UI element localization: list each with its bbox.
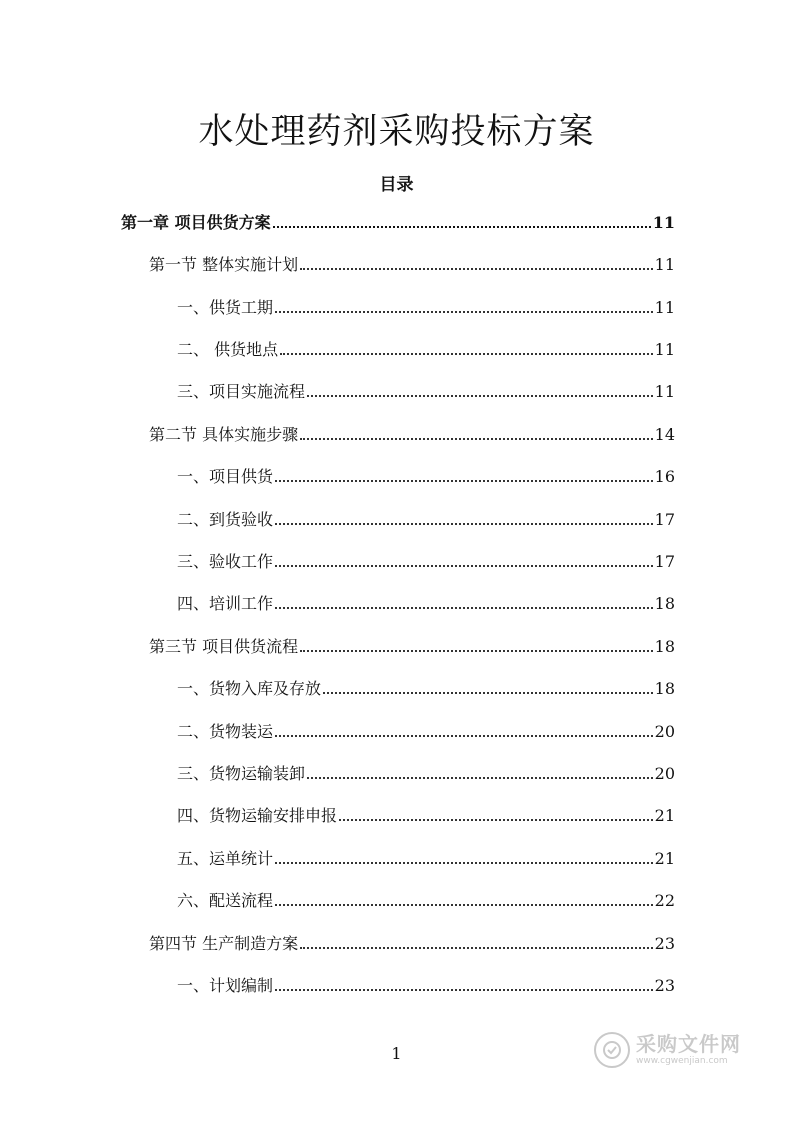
toc-entry-page: 20 [654, 764, 675, 783]
toc-entry-page: 21 [654, 806, 675, 825]
toc-entry-subsection[interactable] [177, 338, 675, 362]
toc-heading: 目录 [379, 175, 414, 195]
toc-entry-page: 22 [654, 891, 675, 910]
toc-entry-page: 11 [654, 340, 675, 359]
toc-entry-subsection[interactable] [177, 677, 675, 701]
toc-leader-dots [307, 777, 653, 779]
toc-entry-label: 第四节 生产制造方案 [149, 934, 299, 953]
toc-entry-subsection[interactable] [177, 465, 675, 489]
toc-entry-page: 23 [654, 934, 675, 953]
toc-entry-subsection[interactable] [177, 762, 675, 786]
toc-entry-label: 一、项目供货 [177, 467, 274, 486]
toc-entry-page: 21 [654, 849, 675, 868]
toc-entry-subsection[interactable] [177, 592, 675, 616]
toc-leader-dots [275, 904, 653, 906]
toc-leader-dots [275, 607, 653, 609]
toc-entry-label: 五、运单统计 [177, 849, 274, 868]
toc-entry-section[interactable] [149, 635, 675, 659]
toc-leader-dots [339, 819, 653, 821]
toc-entry-label: 一、货物入库及存放 [177, 679, 322, 698]
toc-entry-label: 六、配送流程 [177, 891, 274, 910]
toc-entry-label: 第三节 项目供货流程 [149, 637, 299, 656]
toc-entry-label: 二、 供货地点 [177, 340, 279, 359]
toc-entry-label: 第一节 整体实施计划 [149, 255, 299, 274]
toc-entry-page: 17 [654, 552, 675, 571]
toc-entry-section[interactable] [149, 423, 675, 447]
toc-entry-section[interactable] [149, 253, 675, 277]
toc-entry-label: 三、货物运输装卸 [177, 764, 306, 783]
toc-entry-page: 23 [654, 976, 675, 995]
toc-entry-subsection[interactable] [177, 889, 675, 913]
toc-entry-label: 一、计划编制 [177, 976, 274, 995]
toc-leader-dots [273, 226, 651, 228]
toc-entry-subsection[interactable] [177, 847, 675, 871]
toc-entry-label: 第一章 项目供货方案 [121, 213, 271, 232]
toc-leader-dots [275, 989, 653, 991]
toc-entry-page: 16 [654, 467, 675, 486]
toc-entry-subsection[interactable] [177, 550, 675, 574]
toc-entry-page: 18 [654, 637, 675, 656]
toc-entry-label: 二、到货验收 [177, 510, 274, 529]
watermark [594, 1028, 754, 1072]
toc-leader-dots [300, 438, 653, 440]
toc-entry-label: 四、货物运输安排申报 [177, 806, 338, 825]
toc-entry-page: 18 [654, 679, 675, 698]
toc-entry-subsection[interactable] [177, 380, 675, 404]
toc-entry-subsection[interactable] [177, 974, 675, 998]
toc-leader-dots [275, 735, 653, 737]
toc-leader-dots [275, 523, 653, 525]
toc-leader-dots [307, 395, 653, 397]
toc-leader-dots [275, 311, 653, 313]
document-title: 水处理药剂采购投标方案 [198, 112, 595, 152]
toc-leader-dots [275, 565, 653, 567]
toc-entry-page: 11 [654, 298, 675, 317]
toc-entry-subsection[interactable] [177, 296, 675, 320]
page-number: 1 [391, 1044, 402, 1063]
toc-entry-label: 三、验收工作 [177, 552, 274, 571]
toc-entry-page: 20 [654, 722, 675, 741]
cgwenjian-logo-icon [594, 1032, 630, 1068]
toc-entry-label: 第二节 具体实施步骤 [149, 425, 299, 444]
toc-leader-dots [300, 947, 653, 949]
toc-entry-subsection[interactable] [177, 508, 675, 532]
toc-entry-page: 17 [654, 510, 675, 529]
toc-entry-label: 一、供货工期 [177, 298, 274, 317]
toc-entry-page: 18 [654, 594, 675, 613]
toc-leader-dots [280, 353, 653, 355]
toc-leader-dots [275, 480, 653, 482]
watermark-text [636, 1034, 741, 1066]
toc-leader-dots [275, 862, 653, 864]
toc-leader-dots [300, 650, 653, 652]
toc-leader-dots [323, 692, 653, 694]
toc-leader-dots [300, 268, 653, 270]
toc-entry-subsection[interactable] [177, 720, 675, 744]
toc-entry-section[interactable] [149, 932, 675, 956]
watermark-url: www.cgwenjian.com [636, 1056, 728, 1066]
toc-entry-label: 二、货物装运 [177, 722, 274, 741]
toc-entry-chapter-1[interactable] [121, 211, 675, 235]
toc-entry-label: 四、培训工作 [177, 594, 274, 613]
toc-entry-page: 11 [654, 255, 675, 274]
toc-entry-page: 14 [654, 425, 675, 444]
toc-entry-subsection[interactable] [177, 804, 675, 828]
toc-entry-label: 三、项目实施流程 [177, 382, 306, 401]
watermark-name: 采购文件网 [636, 1032, 741, 1056]
toc-entry-page: 11 [654, 382, 675, 401]
toc-entry-page: 11 [652, 213, 675, 232]
